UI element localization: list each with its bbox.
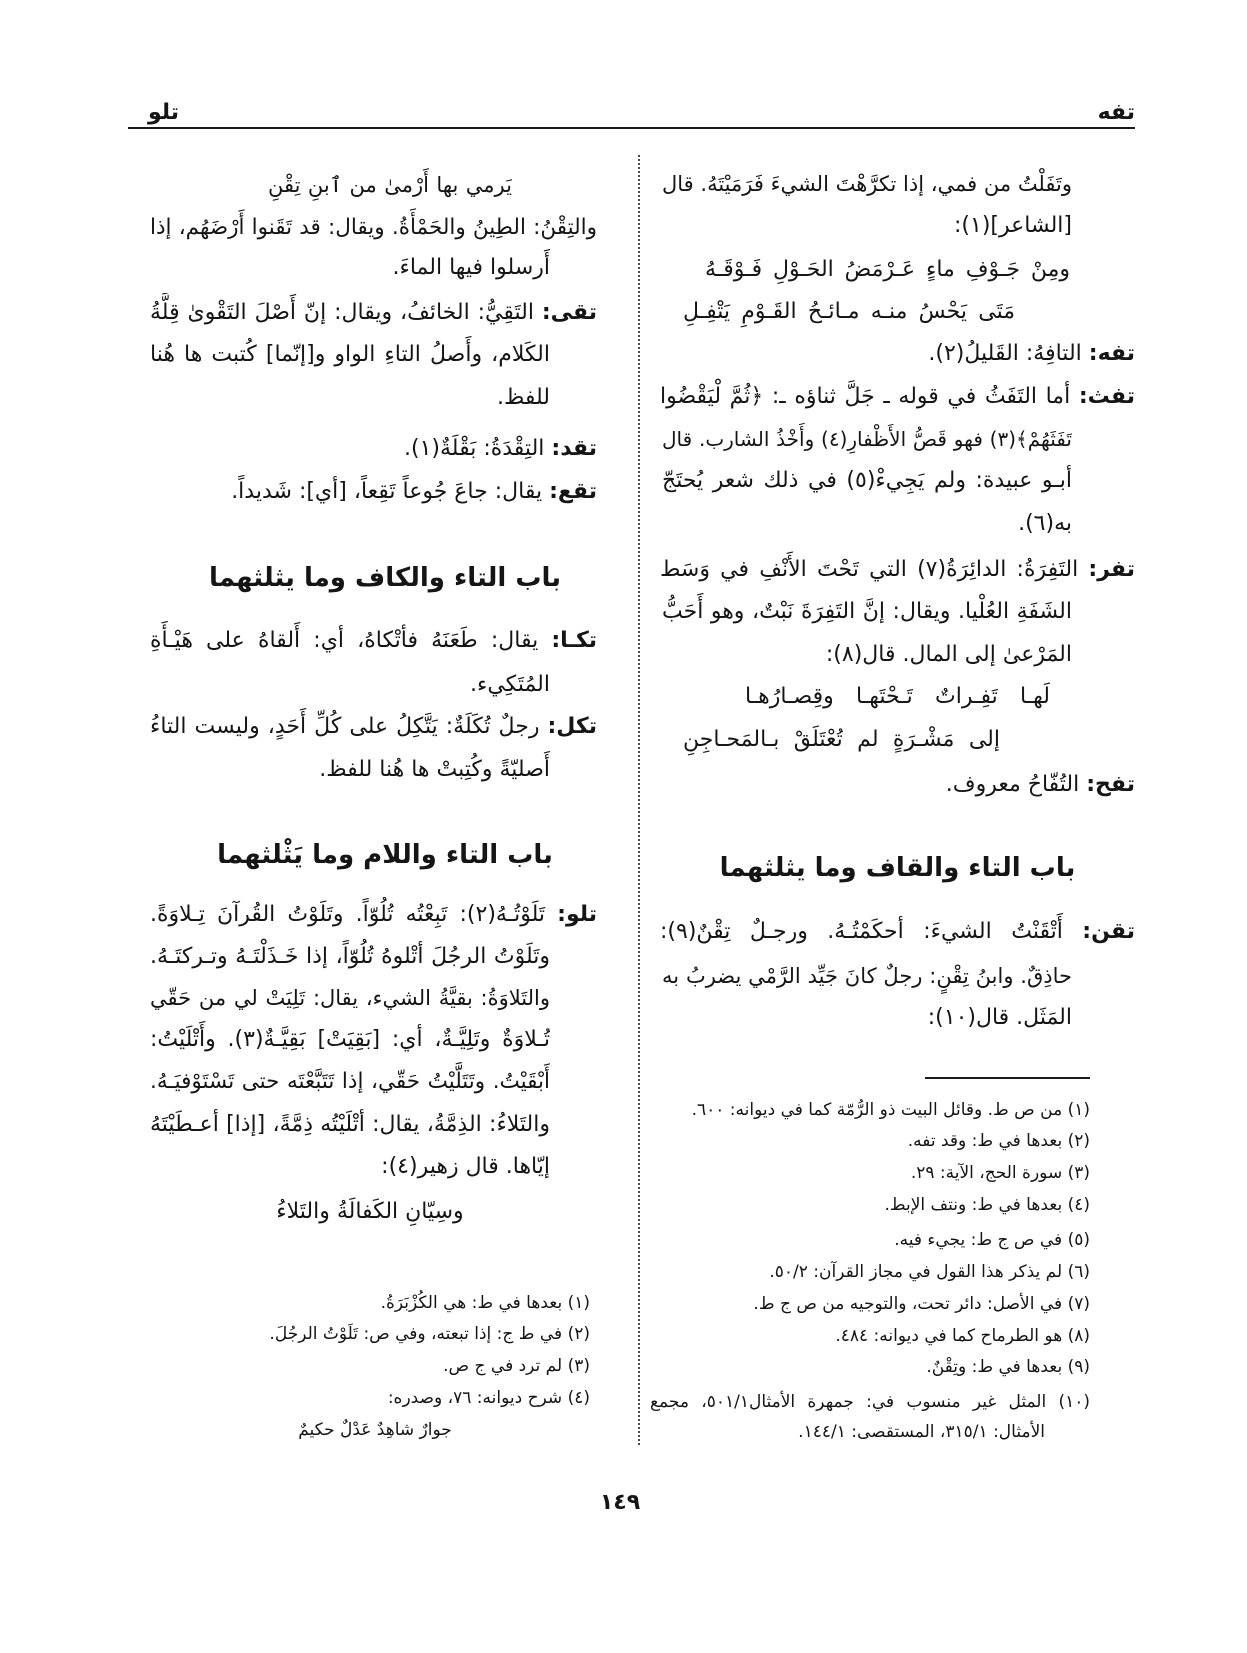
footnote: (١٠) المثل غير منسوب في: جمهرة الأمثال٥٠١/١، مجمع xyxy=(650,1392,1090,1412)
text-line xyxy=(150,1147,550,1187)
verse-text: يَرمي بها أَرْمىٰ من ٱبنِ تِقْنِ xyxy=(268,173,512,197)
headword: تقى: xyxy=(541,300,597,325)
entry-line xyxy=(150,429,597,469)
footnote: (٥) في ص ج ط: يجيء فيه. xyxy=(894,1230,1090,1250)
headword: تقد: xyxy=(551,436,597,461)
line-text: التَقِيُّ: الخائفُ، ويقال: إنّ أَصْلَ التَقْوىٰ قِلَّةُ xyxy=(150,300,534,325)
line-text: الشَفَةِ العُلْيا. ويقال: إنَّ التَفِرَةَ نَبْتٌ، وهو أَحَبُّ xyxy=(662,599,1072,624)
line-text: تَفَثَهُمْ﴾(٣) فهو قَصُّ الأَظْفارِ(٤) وأَخْذُ الشارب. قال xyxy=(662,427,1072,451)
section-heading: باب التاء والكاف وما يثلثهما xyxy=(208,563,562,593)
verse-text: وسِيّانِ الكَفالَةُ والتَلاءُ xyxy=(276,1199,464,1224)
text-line xyxy=(150,750,550,790)
verse-line xyxy=(683,292,1015,332)
line-text: والتَلاءُ: الذِمَّةُ، يقال: أتْلَيْتُه ذِمَّةً، [إذا] أعـطَيْتَهُ xyxy=(150,1112,550,1137)
entry-line xyxy=(150,621,597,661)
headword: تفث: xyxy=(1078,384,1135,409)
verse-text: ومِنْ جَـوْفِ ماءٍ عَـرْمَضُ الحَـوْلِ فَـوْقَـهُ xyxy=(705,257,1070,282)
footnote: (٤) بعدها في ط: ونتف الإبط. xyxy=(884,1195,1090,1215)
verse-line xyxy=(268,165,512,205)
text-line xyxy=(150,1105,550,1145)
headword: تفح: xyxy=(1086,772,1135,797)
footnote: (٨) هو الطرماح كما في ديوانه: ٤٨٤. xyxy=(835,1326,1090,1346)
line-text: تُـلاوَةٌ وتَلِيَّـةٌ، أي: [بَقِيَتْ] بَقِيَّـةٌ(٣). وأَتْلَيْتُ: xyxy=(150,1027,550,1052)
text-line xyxy=(150,335,550,375)
headword: تكل: xyxy=(547,714,597,739)
entry-line xyxy=(150,895,597,935)
line-text: يقال: طَعَنَهُ فأتْكاهُ، أي: أَلقاهُ على هَيْـأَةِ xyxy=(150,628,539,653)
entry-line xyxy=(660,377,1135,417)
text-line xyxy=(150,978,550,1018)
line-text: إيّاها. قال زهير(٤): xyxy=(381,1154,550,1179)
line-text: أَبْقَيْتُ. وتَتَلَّيْتُ حَقّي، إذا تَتَبَّعْتَه حتى تَسْتَوْفيَـهُ. xyxy=(150,1069,550,1094)
text-line xyxy=(150,937,550,977)
entry-line xyxy=(150,707,597,747)
line-text: التَفِرَةُ: الدائِرَةُ(٧) التي تَحْتَ الأَنْفِ في وَسَط xyxy=(660,557,1079,582)
footnote: (٩) بعدها في ط: وتِقْنٌ. xyxy=(926,1357,1090,1377)
line-text: المَرْعىٰ إلى المال. قال(٨): xyxy=(825,642,1072,667)
line-text: أما التَفَثُ في قوله ـ جَلَّ ثناؤه ـ: ﴿ثُمَّ لْيَقْضُوا xyxy=(660,384,1071,409)
entry-line xyxy=(150,472,597,512)
line-text: به(٦). xyxy=(1018,511,1072,536)
line-text: للفظ. xyxy=(497,385,550,410)
text-line xyxy=(662,635,1072,675)
text-line xyxy=(150,1020,550,1060)
text-line xyxy=(662,419,1072,459)
line-text: [الشاعر](١): xyxy=(954,213,1072,238)
column-separator xyxy=(638,155,640,1445)
line-text: التِقْدَةُ: بَقْلَةٌ(١). xyxy=(404,436,545,461)
text-line xyxy=(150,378,550,418)
line-text: أبـو عبيدة: ولم يَجِيءْ(٥) في ذلك شعر يُحتَجّ xyxy=(662,468,1072,493)
headword: تقن: xyxy=(1082,919,1135,944)
line-text: رجلٌ تُكَلَةٌ: يَتَّكِلُ على كُلِّ أَحَدٍ، وليست التاءُ xyxy=(150,714,540,739)
headword: تفه: xyxy=(1088,341,1135,366)
text-line xyxy=(662,998,1072,1038)
footnote: (٣) سورة الحج، الآية: ٢٩. xyxy=(910,1163,1090,1183)
line-text: الكَلام، وأَصلُ التاءِ الواو و[إنّما] كُتبت ها هُنا xyxy=(150,342,550,367)
footnote: (٢) بعدها في ط: وقد تفه. xyxy=(907,1131,1090,1151)
line-text: تَلَوْتُـهُ(٢): تَبِعْتُه تُلُوّاً. وتَلَوْتُ القُرآنَ تِـلاوَةً. xyxy=(150,902,546,927)
footnote: (٤) شرح ديوانه: ٧٦، وصدره: xyxy=(387,1388,590,1408)
header-rule xyxy=(128,127,1135,129)
text-line xyxy=(662,956,1072,996)
entry-line xyxy=(150,293,597,333)
verse-line xyxy=(745,677,1050,717)
text-line xyxy=(662,592,1072,632)
text-line xyxy=(150,665,550,705)
verse-line xyxy=(683,720,1000,760)
headword: تكـا: xyxy=(551,628,597,653)
line-text: حاذِقٌ. وابنُ تِقْنٍ: رجلٌ كانَ جَيِّد الرَّمْي يضربُ به xyxy=(662,964,1072,988)
running-head-right: تفه xyxy=(1097,100,1135,125)
line-text: وتَفَلْتُ من فمي، إذا تكرَّهْتَ الشيءَ فَرَمَيْتَهُ. قال xyxy=(662,172,1072,196)
text-line xyxy=(662,164,1072,204)
entry-line xyxy=(660,765,1135,805)
footnote-continuation: الأمثال: ٣١٥/١، المستقصى: ١٤٤/١. xyxy=(798,1422,1045,1442)
entry-line xyxy=(660,550,1135,590)
line-text: المَثَل. قال(١٠): xyxy=(927,1005,1072,1030)
headword: تقع: xyxy=(549,479,597,504)
line-text: والتَلاوَةُ: بقيَّةُ الشيء، يقال: تَلِيَتْ لي من حَقّي xyxy=(150,986,550,1010)
headword: تفر: xyxy=(1088,557,1135,582)
verse-line xyxy=(705,250,1070,290)
line-text: المُتَكِيء. xyxy=(470,672,550,697)
headword: تلو: xyxy=(557,902,597,927)
line-text: التافِهُ: القَليلُ(٢). xyxy=(928,341,1082,366)
line-text: أَرسلوا فيها الماءَ. xyxy=(392,255,550,280)
text-line xyxy=(662,504,1072,544)
text-line xyxy=(150,248,550,288)
entry-line xyxy=(660,334,1135,374)
running-head-left: تلو xyxy=(148,100,180,125)
footnote: (٧) في الأصل: دائر تحت، والتوجيه من ص ج ط. xyxy=(753,1294,1090,1314)
footnote: (١) من ص ط. وقائل البيت ذو الرُّمّة كما في ديوانه: ٦٠٠. xyxy=(691,1100,1090,1120)
line-text: أَتْقَنْتُ الشيءَ: أحكَمْتُـهُ. ورجـلٌ تِقْنٌ(٩): xyxy=(660,919,1063,944)
entry-line xyxy=(660,912,1135,952)
verse-text: مَتَى يَحْسُ منـه مـائـحُ القَـوْمِ يَتْفِـلِ xyxy=(683,299,1015,324)
text-line xyxy=(150,208,597,248)
line-text: وتَلَوْتُ الرجُلَ أتْلوهُ تُلُوّاً، إذا خَـذَلْتَـهُ وتـركتَـهُ. xyxy=(150,944,550,969)
footnote: (٢) في ط ج: إذا تبعته، وفي ص: تَلَوْتُ الرجُلَ. xyxy=(269,1324,590,1344)
verse-text: لَهـا تَفِـراتٌ تَـحْتَهـا وقِصـارُهـا xyxy=(745,684,1050,709)
section-heading: باب التاء واللام وما يَثْلثهما xyxy=(217,840,553,870)
verse-line xyxy=(270,1192,470,1232)
verse-text: إلى مَشْـرَةٍ لم تُعْتَلَقْ بـالمَحـاجِنِ xyxy=(683,727,1000,752)
footnote: (٣) لم ترد في ج ص. xyxy=(443,1356,590,1376)
section-heading: باب التاء والقاف وما يثلثهما xyxy=(719,853,1076,883)
text-line xyxy=(662,461,1072,501)
footnote-rule xyxy=(925,1077,1090,1079)
line-text: التُفّاحُ معروف. xyxy=(945,772,1080,797)
page-number: ١٤٩ xyxy=(599,1490,641,1515)
line-text: والتِقْنُ: الطِينُ والحَمْأَةُ. ويقال: قد تَقَنوا أَرْضَهُم، إذا xyxy=(150,215,597,240)
line-text: يقال: جاعَ جُوعاً تَقِعاً، [أي]: شَديداً. xyxy=(231,479,543,504)
text-line xyxy=(150,1062,550,1102)
line-text: أَصليّةً وكُتِبتْ ها هُنا للفظ. xyxy=(319,757,550,782)
footnote-verse: جوارٌ شاهِدٌ عَدْلٌ حكيمٌ xyxy=(298,1420,452,1440)
footnote: (٦) لم يذكر هذا القول في مجاز القرآن: ٥٠/٢. xyxy=(769,1262,1090,1282)
text-line xyxy=(662,206,1072,246)
footnote: (١) بعدها في ط: هي الكُزْبَرَةُ. xyxy=(380,1293,590,1313)
